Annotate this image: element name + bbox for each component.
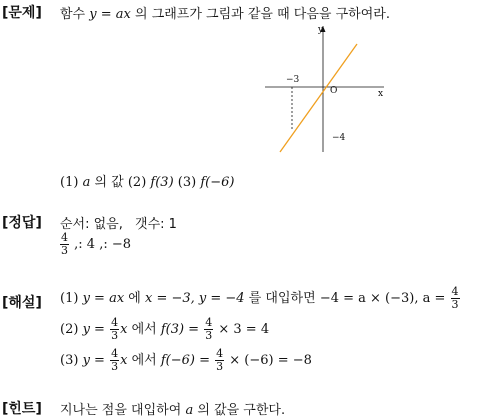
sol2-number: (2) <box>60 322 79 337</box>
sol3-frac2-denominator: 3 <box>216 360 224 373</box>
sol2-fraction-2 <box>204 317 213 342</box>
graph-line <box>280 44 357 152</box>
y-axis-label: y <box>318 25 324 35</box>
sol3-fraction <box>110 348 119 373</box>
y-tick-label: −4 <box>332 133 346 143</box>
sol1-eq3: −4 = a × (−3), a = <box>319 291 446 306</box>
sol1-frac-denominator: 3 <box>451 298 459 311</box>
sol2-expr1: f(3) = <box>160 322 200 337</box>
answer-rest: ,: 4 ,: −8 <box>74 237 131 252</box>
q2-expression: f(3) <box>150 175 174 190</box>
sol2-fraction <box>110 317 119 342</box>
answer-label: [정답] <box>2 215 42 231</box>
sol3-number: (3) <box>60 353 79 368</box>
q1-variable: a <box>82 175 91 190</box>
problem-statement <box>60 3 390 22</box>
sol1-frac-numerator: 4 <box>451 285 459 298</box>
sol1-word2: 를 대입하면 <box>248 291 316 306</box>
sol3-frac-numerator: 4 <box>111 347 119 360</box>
q3-number: (3) <box>177 175 197 190</box>
sol1-fraction <box>451 286 460 311</box>
sol1-eq2: x = −3, y = −4 <box>145 291 245 306</box>
problem-label: [문제] <box>2 5 42 21</box>
answer-fraction <box>60 232 69 257</box>
problem-equation: y = ax <box>89 7 131 22</box>
sol2-expr2: × 3 = 4 <box>218 322 270 337</box>
answer-line <box>60 213 177 232</box>
hint-text-2: 의 값을 구한다. <box>197 403 286 418</box>
sol3-expr1: f(−6) = <box>160 353 210 368</box>
sol2-frac-numerator: 4 <box>111 316 119 329</box>
sol3-expr2: × (−6) = −8 <box>229 353 312 368</box>
answer-frac-denominator: 3 <box>61 244 68 257</box>
sol1-number: (1) <box>60 291 79 306</box>
solution-line-2 <box>60 317 269 342</box>
sol2-word: 에서 <box>131 322 157 337</box>
solution-label: [해설] <box>2 295 42 311</box>
sol3-fraction-2 <box>215 348 224 373</box>
sol2-frac2-denominator: 3 <box>205 329 213 342</box>
x-axis-label: x <box>378 89 384 99</box>
hint-variable: a <box>185 403 194 418</box>
hint-text-1: 지나는 점을 대입하여 <box>60 403 182 418</box>
hint-label: [힌트] <box>2 401 42 417</box>
sub-questions <box>60 171 234 190</box>
sol3-var: x <box>120 353 128 368</box>
q2-number: (2) <box>127 175 147 190</box>
problem-suffix: 의 그래프가 그림과 같을 때 다음을 구하여라. <box>135 7 390 22</box>
answer-order: 순서: 없음, <box>60 217 123 232</box>
problem-prefix: 함수 <box>60 7 86 22</box>
sol3-word: 에서 <box>131 353 157 368</box>
sol1-word1: 에 <box>128 291 141 306</box>
hint-text <box>60 399 285 418</box>
answer-frac-numerator: 4 <box>61 231 68 244</box>
answer-count: 갯수: 1 <box>135 217 177 232</box>
sol2-frac2-numerator: 4 <box>205 316 213 329</box>
solution-line-1 <box>60 286 461 311</box>
sol3-frac2-numerator: 4 <box>216 347 224 360</box>
origin-label: O <box>330 86 338 96</box>
q1-text: 의 값 <box>94 175 124 190</box>
x-tick-label: −3 <box>286 75 300 85</box>
q3-expression: f(−6) <box>200 175 235 190</box>
sol2-var: x <box>120 322 128 337</box>
sol3-lhs: y = <box>82 353 105 368</box>
sol1-eq1: y = ax <box>82 291 125 306</box>
sol3-frac-denominator: 3 <box>111 360 119 373</box>
q1-number: (1) <box>60 175 79 190</box>
sol2-frac-denominator: 3 <box>111 329 119 342</box>
solution-line-3 <box>60 348 312 373</box>
answer-values <box>59 232 131 257</box>
sol2-lhs: y = <box>82 322 105 337</box>
linear-graph <box>262 24 392 156</box>
